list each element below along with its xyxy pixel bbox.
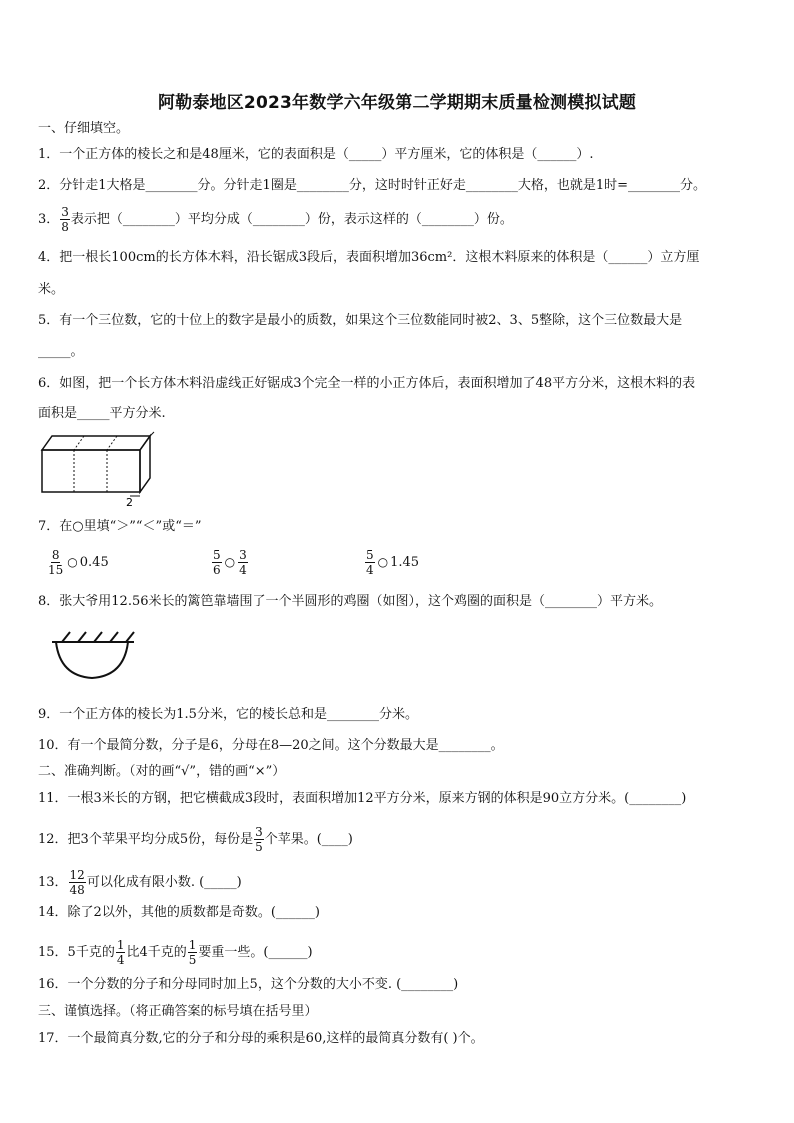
q3-denominator: 8 — [61, 220, 69, 234]
q13-denominator: 48 — [69, 883, 85, 897]
q3-prefix: 3． — [38, 212, 60, 227]
q13-suffix: 可以化成有限小数. (_____) — [86, 875, 242, 890]
question-17: 17．一个最简真分数,它的分子和分母的乘积是60,这样的最简真分数有( )个。 — [38, 1031, 484, 1046]
question-4-line1: 4．把一根长100cm的长方体木料，沿长锯成3段后，表面积增加36cm²．这根木料原来的体积是（______）立方厘 — [38, 250, 700, 265]
question-9: 9．一个正方体的棱长为1.5分米，它的棱长总和是________分米。 — [38, 707, 418, 722]
q15-fraction-2 — [188, 938, 198, 967]
q7-item2-fraction-right — [238, 548, 248, 577]
q12-fraction — [254, 825, 264, 854]
q7-item1-right: 0.45 — [79, 555, 109, 570]
page-title: 阿勒泰地区2023年数学六年级第二学期期末质量检测模拟试题 — [157, 93, 637, 113]
q7-item3-denominator: 4 — [366, 563, 374, 577]
question-7: 7．在○里填“＞”“＜”或“＝” — [38, 519, 202, 534]
q12-denominator: 5 — [255, 840, 263, 854]
question-1: 1．一个正方体的棱长之和是48厘米，它的表面积是（_____）平方厘米，它的体积是（______）. — [38, 147, 594, 162]
question-14: 14．除了2以外，其他的质数都是奇数。(______) — [38, 905, 320, 920]
q7-item1-fraction — [47, 548, 64, 577]
q15-fraction-1 — [116, 938, 126, 967]
q7-item3-numerator: 5 — [366, 548, 374, 562]
q3-fraction — [60, 205, 70, 234]
q7-item3-fraction — [365, 548, 375, 577]
q7-item3-right: 1.45 — [390, 555, 420, 570]
q12-prefix: 12．把3个苹果平均分成5份，每份是 — [38, 832, 254, 847]
question-11: 11．一根3米长的方钢，把它横截成3段时，表面积增加12平方分米，原来方钢的体积是90立方分米。(________) — [38, 791, 687, 806]
section-heading-2: 二、准确判断。（对的画“√”，错的画“×”） — [38, 764, 286, 779]
question-5-line2: _____。 — [38, 344, 84, 359]
compare-circle[interactable]: ○ — [67, 555, 78, 569]
section-heading-3: 三、谨慎选择。（将正确答案的标号填在括号里） — [38, 1004, 318, 1019]
q7-item2-denominator: 6 — [213, 563, 221, 577]
question-4-line2: 米。 — [38, 282, 65, 297]
q12-suffix: 个苹果。(____) — [264, 832, 353, 847]
question-10: 10．有一个最简分数，分子是6，分母在8—20之间。这个分数最大是________。 — [38, 738, 504, 753]
q7-item-1 — [46, 548, 109, 577]
question-15 — [38, 938, 313, 967]
q7-item2-numerator: 5 — [213, 548, 221, 562]
q3-numerator: 3 — [61, 205, 69, 219]
cuboid-dimension-label: 2 — [126, 496, 133, 509]
question-2: 2．分针走1大格是________分。分针走1圈是________分，这时时针正好走________大格，也就是1时=________分。 — [38, 178, 706, 193]
question-8: 8．张大爷用12.56米长的篱笆靠墙围了一个半圆形的鸡圈（如图），这个鸡圈的面积是（________）平方米。 — [38, 594, 662, 609]
q7-item-3 — [364, 548, 419, 577]
q7-item2-denominator-right: 4 — [239, 563, 247, 577]
q3-text: 表示把（________）平均分成（________）份，表示这样的（________）份。 — [70, 212, 513, 227]
q13-fraction — [69, 868, 86, 897]
question-6-line2: 面积是_____平方分米. — [38, 406, 166, 421]
question-3 — [38, 205, 513, 234]
q7-item2-fraction-left — [212, 548, 222, 577]
q7-item1-denominator: 15 — [48, 563, 64, 577]
q15-denominator-2: 5 — [188, 953, 197, 967]
question-5-line1: 5．有一个三位数，它的十位上的数字是最小的质数，如果这个三位数能同时被2、3、5整除，这个三位数最大是 — [38, 313, 683, 328]
semicircle-pen-figure — [48, 622, 138, 684]
q13-numerator: 12 — [69, 868, 85, 882]
q15-prefix: 15．5千克的 — [38, 945, 115, 960]
section-heading-1: 一、仔细填空。 — [38, 121, 130, 136]
cuboid-figure — [38, 430, 158, 512]
q15-numerator-1: 1 — [116, 938, 125, 952]
compare-circle[interactable]: ○ — [224, 555, 236, 569]
question-12 — [38, 825, 353, 854]
q7-item1-numerator: 8 — [51, 548, 60, 562]
compare-circle[interactable]: ○ — [377, 555, 389, 569]
question-6-line1: 6．如图，把一个长方体木料沿虚线正好锯成3个完全一样的小正方体后，表面积增加了48平方分米，这根木料的表 — [38, 376, 696, 391]
q15-denominator-1: 4 — [116, 953, 125, 967]
q13-prefix: 13． — [38, 875, 68, 890]
question-13 — [38, 868, 242, 897]
q15-mid: 比4千克的 — [126, 945, 187, 960]
q15-numerator-2: 1 — [188, 938, 197, 952]
q15-suffix: 要重一些。(______) — [198, 945, 313, 960]
question-16: 16．一个分数的分子和分母同时加上5，这个分数的大小不变. (________) — [38, 977, 459, 992]
q12-numerator: 3 — [255, 825, 263, 839]
q7-item-2 — [211, 548, 249, 577]
q7-item2-numerator-right: 3 — [239, 548, 247, 562]
